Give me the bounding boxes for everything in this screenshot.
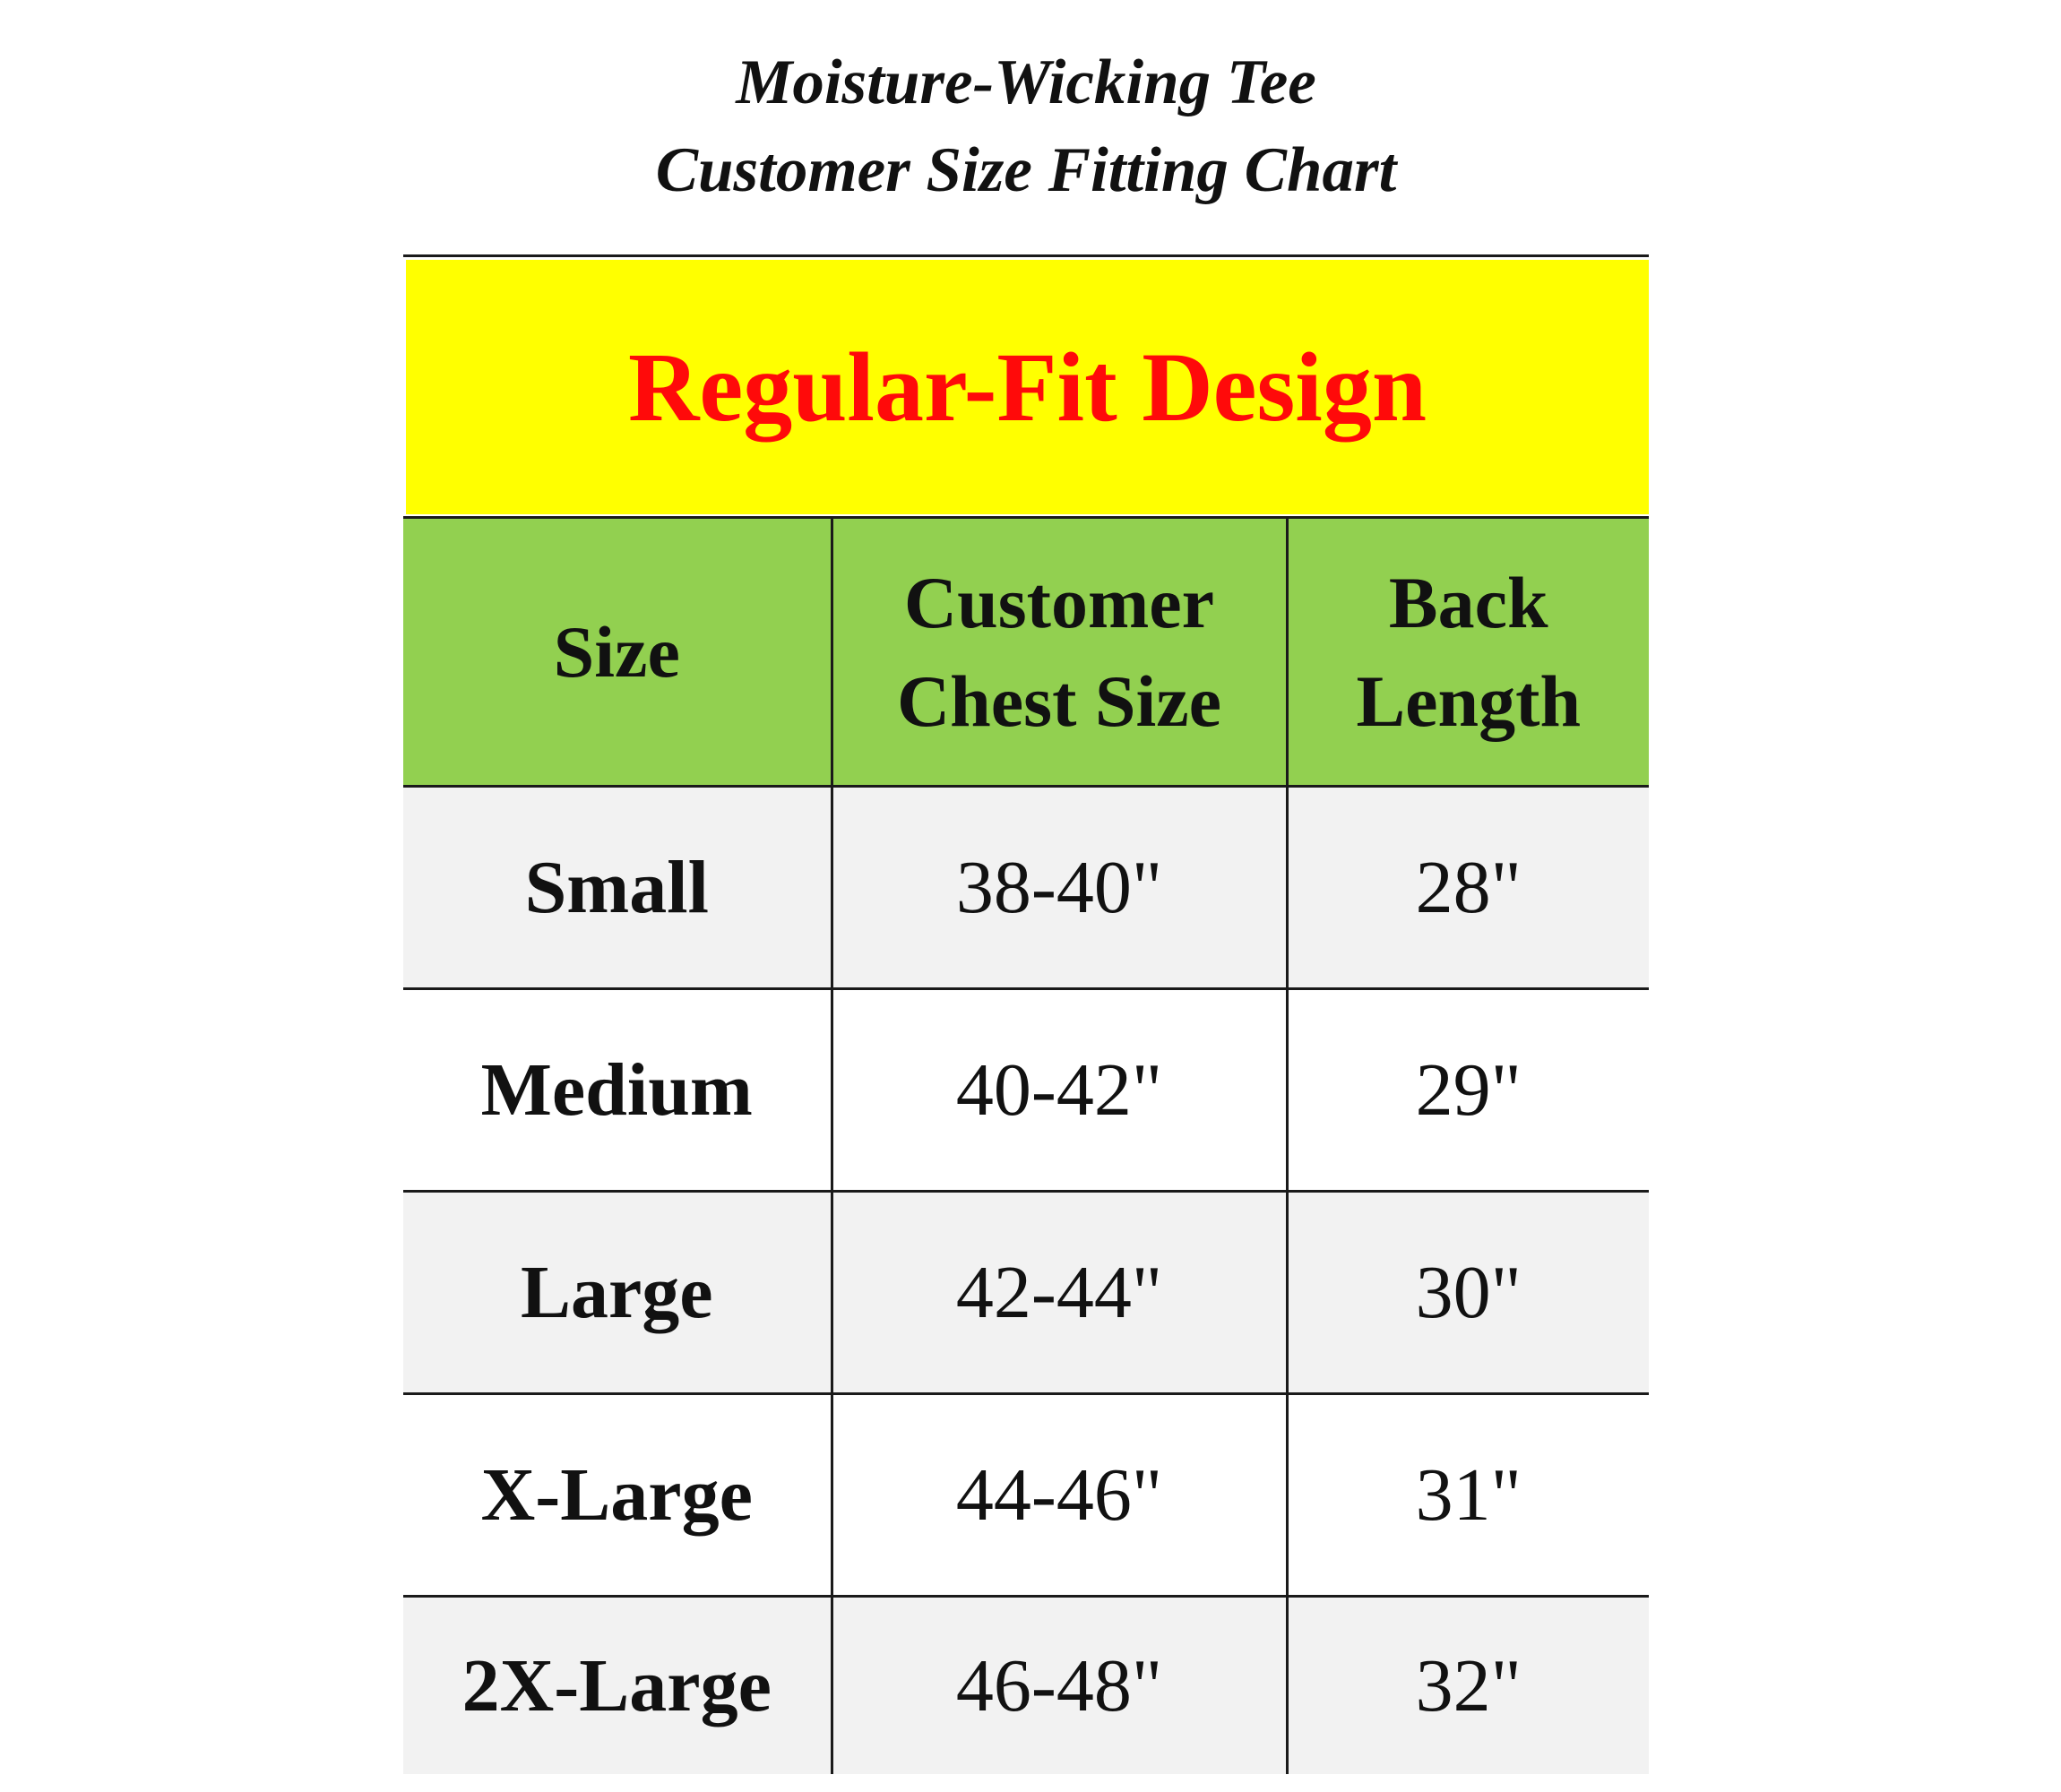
size-cell: Medium [403,989,832,1192]
back-length-cell: 28" [1287,787,1649,989]
header-back-line1: Back [1388,561,1548,643]
title-product: Moisture-Wicking Tee [736,47,1316,117]
chest-cell: 42-44" [832,1192,1287,1394]
back-length-cell: 32" [1287,1597,1649,1774]
header-chest-size [832,518,1287,787]
table-row [403,1597,1649,1774]
table-row [403,1394,1649,1597]
chest-cell: 38-40" [832,787,1287,989]
size-table [403,516,1649,1774]
size-cell: Large [403,1192,832,1394]
chest-cell: 46-48" [832,1597,1287,1774]
back-length-cell: 30" [1287,1192,1649,1394]
size-cell: 2X-Large [403,1597,832,1774]
title-block [403,0,1649,257]
chest-cell: 44-46" [832,1394,1287,1597]
table-row [403,787,1649,989]
header-back-length [1287,518,1649,787]
fit-banner [406,260,1649,514]
table-row [403,989,1649,1192]
header-chest-line1: Customer [903,561,1215,643]
back-length-cell: 29" [1287,989,1649,1192]
header-size [403,518,832,787]
header-size-label: Size [553,610,680,693]
header-back-line2: Length [1356,659,1582,742]
fit-banner-text: Regular-Fit Design [627,332,1427,442]
chest-cell: 40-42" [832,989,1287,1192]
back-length-cell: 31" [1287,1394,1649,1597]
header-chest-line2: Chest Size [896,659,1222,742]
table-row [403,1192,1649,1394]
title-chart-name: Customer Size Fitting Chart [655,135,1397,205]
table-header-row [403,518,1649,787]
size-cell: X-Large [403,1394,832,1597]
size-chart [403,0,1649,1792]
size-cell: Small [403,787,832,989]
